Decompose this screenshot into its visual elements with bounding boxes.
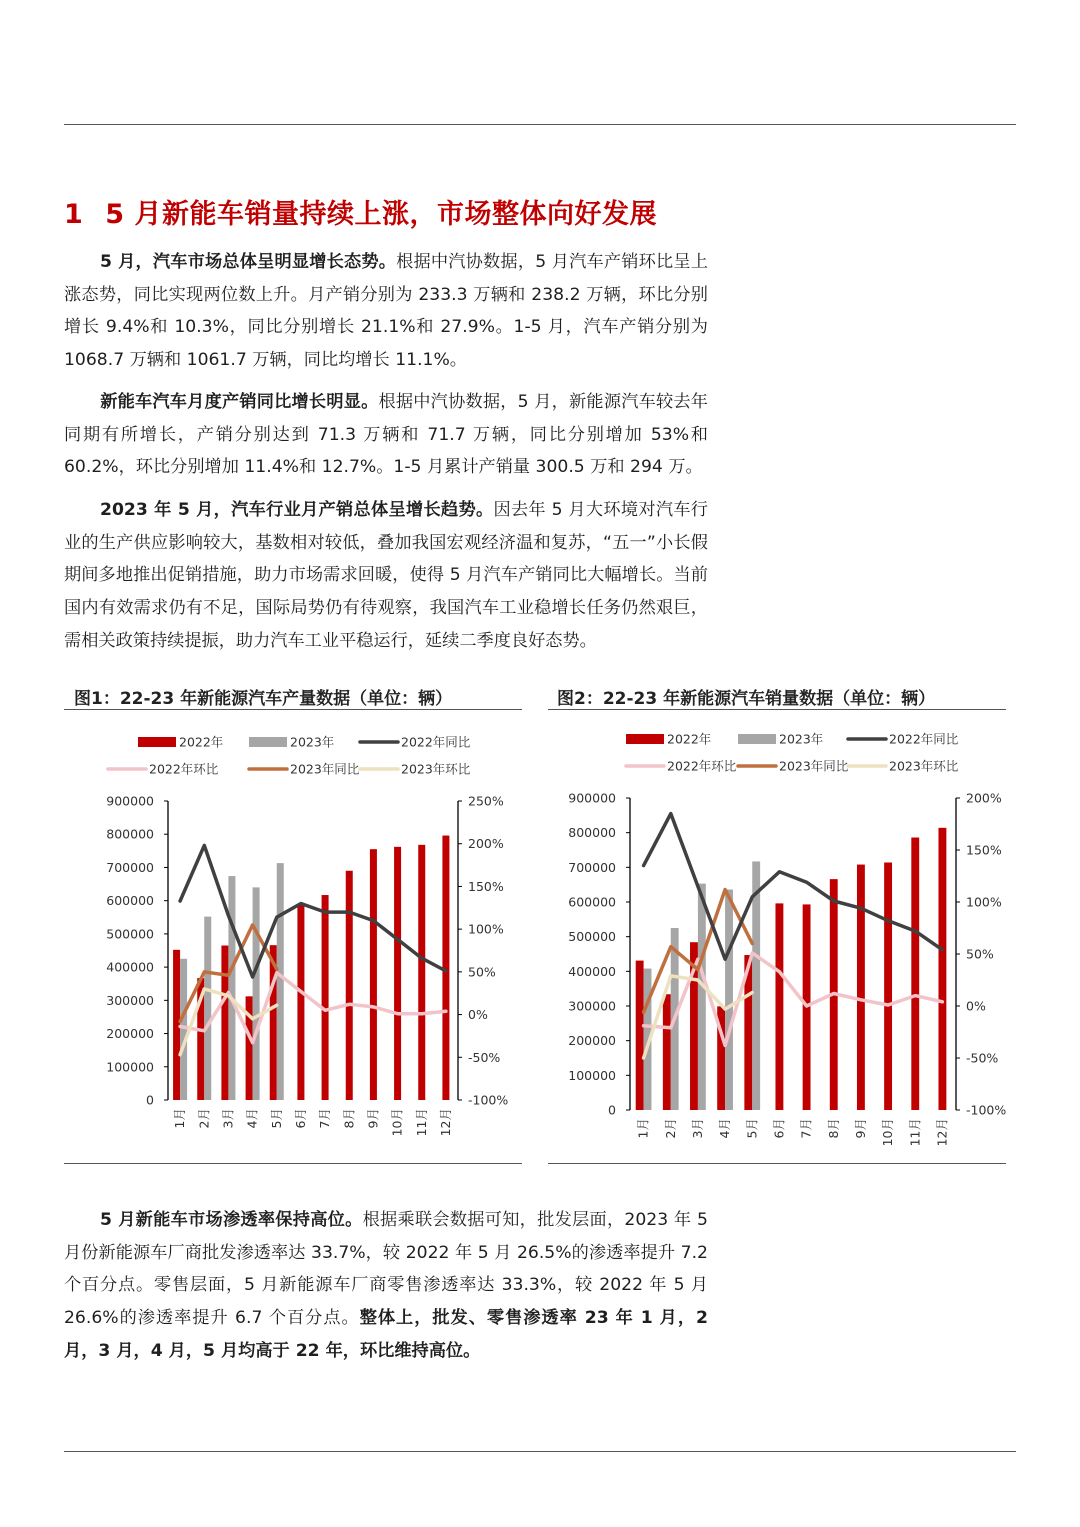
figure-2-bottom-rule [548,1163,1006,1164]
figure-2-title: 图2：22-23 年新能源汽车销量数据（单位：辆） [557,689,936,709]
fig2-category-label: 11月 [907,1118,923,1147]
fig1-bar-2023 [253,887,260,1100]
paragraph-2-text: 根据中汽协数据，5 月，新能源汽车较去年同期有所增长，产销分别达到 71.3 万辆和 71.7 万辆，同比分别增加 53%和 60.2%，环比分别增加 11.4%和 12.7%。1-5 月累计产销量 300.5 万和 294 万。 [64,392,708,478]
paragraph-2-lead: 新能车汽车月度产销同比增长明显。 [100,392,379,412]
fig2-left-tick-label: 700000 [568,859,616,875]
fig2-left-tick-label: 800000 [568,825,616,841]
fig2-right-tick-label: 150% [966,842,1002,858]
fig2-category-label: 10月 [880,1118,896,1147]
fig1-right-tick-label: 100% [468,921,504,937]
fig1-legend-label-2023-mom: 2023年环比 [401,761,471,777]
fig2-category-label: 5月 [744,1118,760,1139]
paragraph-4-lead: 5 月新能车市场渗透率保持高位。 [100,1210,363,1230]
fig2-left-tick-label: 600000 [568,894,616,910]
fig1-bar-2022 [394,847,401,1100]
fig2-legend-label-2022-mom: 2022年环比 [667,758,737,774]
fig1-right-tick-label: 250% [468,793,504,809]
fig1-category-label: 4月 [244,1108,260,1129]
fig2-category-label: 1月 [635,1118,651,1139]
fig1-bar-2023 [180,959,187,1100]
paragraph-3-text: 因去年 5 月大环境对汽车行业的生产供应影响较大，基数相对较低，叠加我国宏观经济温和复苏，“五一”小长假期间多地推出促销措施，助力市场需求回暖，使得 5 月汽车产销同比大幅增长。当前国内有效需求仍有不足，国际局势仍有待观察，我国汽车工业稳增长任务仍然艰巨，需相关政策持续提振，助力汽车工业平稳运行，延续二季度良好态势。 [64,500,708,651]
fig1-category-label: 2月 [196,1108,212,1129]
fig2-legend-swatch-2023 [738,734,776,744]
fig1-category-label: 7月 [317,1108,333,1129]
fig1-right-tick-label: 150% [468,878,504,894]
fig1-category-label: 6月 [292,1108,308,1129]
fig1-category-label: 8月 [341,1108,357,1129]
section-title-text: 5 月新能车销量持续上涨，市场整体向好发展 [105,199,657,230]
paragraph-1 [64,246,708,377]
fig1-right-tick-label: 50% [468,964,496,980]
header-rule [64,124,1016,125]
fig1-bar-2022 [346,871,353,1100]
fig2-left-tick-label: 500000 [568,929,616,945]
fig2-right-tick-label: 200% [966,790,1002,806]
fig1-legend-swatch-2023 [249,737,287,747]
paragraph-4-text: 根据乘联会数据可知，批发层面，2023 年 5 月份新能源车厂商批发渗透率达 33.7%，较 2022 年 5 月 26.5%的渗透率提升 7.2 个百分点。零售层面，5 月新能源车厂商零售渗透率达 33.3%，较 2022 年 5 月 26.6%的渗透率提升 6.7 个百分点。 [64,1210,708,1329]
fig1-left-tick-label: 700000 [106,859,154,875]
fig1-right-tick-label: -50% [468,1049,501,1065]
fig2-left-tick-label: 0 [608,1102,616,1118]
fig1-category-label: 3月 [220,1108,236,1129]
fig2-bar-2022 [636,961,644,1110]
fig1-legend-label-2022: 2022年 [179,734,224,750]
fig2-bar-2023 [725,890,733,1110]
fig1-bar-2023 [277,863,284,1100]
fig2-legend-label-2022-yoy: 2022年同比 [889,731,959,747]
fig2-bar-2022 [938,828,946,1110]
fig1-left-tick-label: 500000 [106,926,154,942]
fig2-bar-2022 [663,994,671,1110]
footer-rule [64,1451,1016,1452]
fig1-right-tick-label: 0% [468,1007,488,1023]
fig1-category-label: 11月 [413,1108,429,1137]
paragraph-3-lead: 2023 年 5 月，汽车行业月产销总体呈增长趋势。 [100,500,494,520]
section-title [64,192,657,231]
fig2-bar-2023 [752,861,760,1110]
fig2-right-tick-label: -100% [966,1102,1007,1118]
fig1-bar-2022 [418,845,425,1100]
figure-2-chart [548,712,1006,1162]
fig1-legend-label-2023-yoy: 2023年同比 [290,761,360,777]
section-number: 1 [64,199,84,230]
paragraph-4-tail: 整体上，批发、零售渗透率 23 年 1 月，2 月，3 月，4 月，5 月均高于 22 年，环比维持高位。 [64,1308,708,1361]
fig1-left-tick-label: 0 [146,1092,154,1108]
fig2-category-label: 3月 [689,1118,705,1139]
figure-1-top-rule [64,709,522,710]
fig1-bar-2022 [322,895,329,1100]
fig1-category-label: 5月 [268,1108,284,1129]
fig2-category-label: 2月 [662,1118,678,1139]
fig1-left-tick-label: 300000 [106,992,154,1008]
fig2-category-label: 7月 [798,1118,814,1139]
fig2-legend-label-2023-mom: 2023年环比 [889,758,959,774]
fig2-left-tick-label: 200000 [568,1033,616,1049]
fig1-category-label: 9月 [365,1108,381,1129]
fig1-left-tick-label: 400000 [106,959,154,975]
fig1-category-label: 1月 [172,1108,188,1129]
fig1-bar-2022 [221,946,228,1100]
fig2-left-tick-label: 300000 [568,998,616,1014]
fig1-line-2022-mom [180,973,446,1043]
fig2-bar-2023 [698,884,706,1110]
fig2-category-label: 4月 [717,1118,733,1139]
fig2-category-label: 12月 [934,1118,950,1147]
figure-2-top-rule [548,709,1006,710]
fig2-category-label: 6月 [771,1118,787,1139]
fig2-right-tick-label: 0% [966,998,986,1014]
fig1-legend-label-2022-yoy: 2022年同比 [401,734,471,750]
fig2-legend-label-2023: 2023年 [779,731,824,747]
figure-1-bottom-rule [64,1163,522,1164]
fig2-legend-swatch-2022 [626,734,664,744]
fig2-bar-2022 [775,903,783,1110]
fig2-legend-label-2022: 2022年 [667,731,712,747]
fig1-legend-label-2022-mom: 2022年环比 [149,761,219,777]
fig1-right-tick-label: -100% [468,1092,509,1108]
fig2-bar-2022 [857,865,865,1110]
fig2-left-tick-label: 900000 [568,790,616,806]
fig2-category-label: 8月 [825,1118,841,1139]
fig1-legend-label-2023: 2023年 [290,734,335,750]
paragraph-4 [64,1204,708,1368]
fig1-line-2022-yoy [180,845,446,977]
fig2-left-tick-label: 100000 [568,1067,616,1083]
fig1-left-tick-label: 200000 [106,1026,154,1042]
fig1-category-label: 10月 [389,1108,405,1137]
fig1-left-tick-label: 100000 [106,1059,154,1075]
fig1-left-tick-label: 600000 [106,893,154,909]
fig2-legend-label-2023-yoy: 2023年同比 [779,758,849,774]
paragraph-2 [64,386,708,484]
fig1-right-tick-label: 200% [468,836,504,852]
fig2-category-label: 9月 [852,1118,868,1139]
fig2-right-tick-label: 100% [966,894,1002,910]
fig2-left-tick-label: 400000 [568,963,616,979]
fig2-line-2022-yoy [644,814,943,960]
paragraph-1-lead: 5 月，汽车市场总体呈明显增长态势。 [100,252,397,272]
fig2-line-2022-mom [644,953,943,1046]
figure-1-title: 图1：22-23 年新能源汽车产量数据（单位：辆） [74,689,453,709]
fig2-bar-2022 [884,862,892,1110]
fig1-bar-2022 [173,950,180,1100]
fig1-bar-2023 [228,876,235,1100]
fig1-bar-2022 [370,849,377,1100]
fig1-bar-2023 [204,917,211,1100]
fig1-legend-swatch-2022 [138,737,176,747]
fig1-left-tick-label: 800000 [106,826,154,842]
fig1-left-tick-label: 900000 [106,793,154,809]
figure-1-chart [64,712,522,1162]
fig2-right-tick-label: -50% [966,1050,999,1066]
fig1-bar-2022 [297,904,304,1100]
fig2-bar-2022 [911,838,919,1110]
fig1-category-label: 12月 [437,1108,453,1137]
fig2-right-tick-label: 50% [966,946,994,962]
paragraph-3 [64,494,708,658]
paragraph-1-text: 根据中汽协数据，5 月汽车产销环比呈上涨态势，同比实现两位数上升。月产销分别为 233.3 万辆和 238.2 万辆，环比分别增长 9.4%和 10.3%，同比分别增长 21.1%和 27.9%。1-5 月，汽车产销分别为 1068.7 万辆和 1061.7 万辆，同比均增长 11.1%。 [64,252,708,371]
